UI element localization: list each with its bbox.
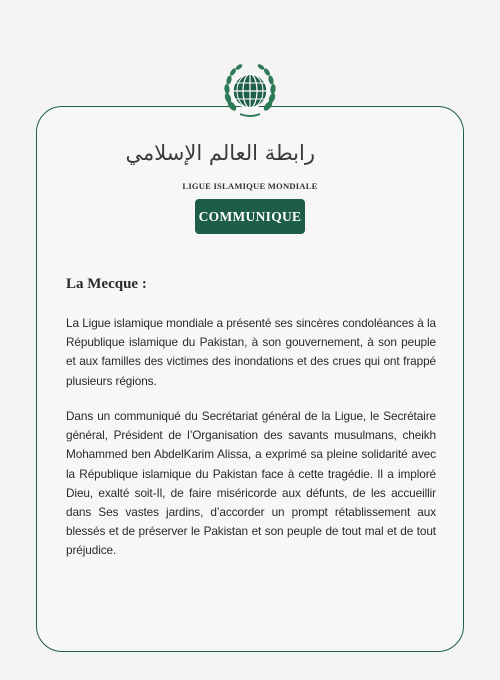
paragraph-2: Dans un communiqué du Secrétariat général de la Ligue, le Secrétaire général, Président de l’Organisation des savants musulmans, cheikh Mohammed ben AbdelKarim Alissa, a exprimé sa pleine solidarité avec la République islamique du Pakistan face à cette tragédie. Il a imploré Dieu, exalté soit-Il, de faire miséricorde aux défunts, de les accueillir dans Ses vastes jardins, d’accorder un prompt rétablissement aux blessés et de préserver le Pakistan et son peuple de tout mal et de tout préjudice. [66, 409, 436, 558]
organization-name: LIGUE ISLAMIQUE MONDIALE [182, 181, 318, 191]
communique-badge: COMMUNIQUE [195, 199, 305, 234]
league-emblem-icon [220, 62, 280, 122]
paragraph-1: La Ligue islamique mondiale a présenté ses sincères condoléances à la République islamique du Pakistan, à son gouvernement, à son peuple et aux familles des victimes des inondations et des crues qui ont frappé plusieurs régions. [66, 316, 436, 388]
dateline: La Mecque : [66, 276, 147, 292]
arabic-organization-name: رابطة العالم الإسلامي [125, 141, 315, 165]
